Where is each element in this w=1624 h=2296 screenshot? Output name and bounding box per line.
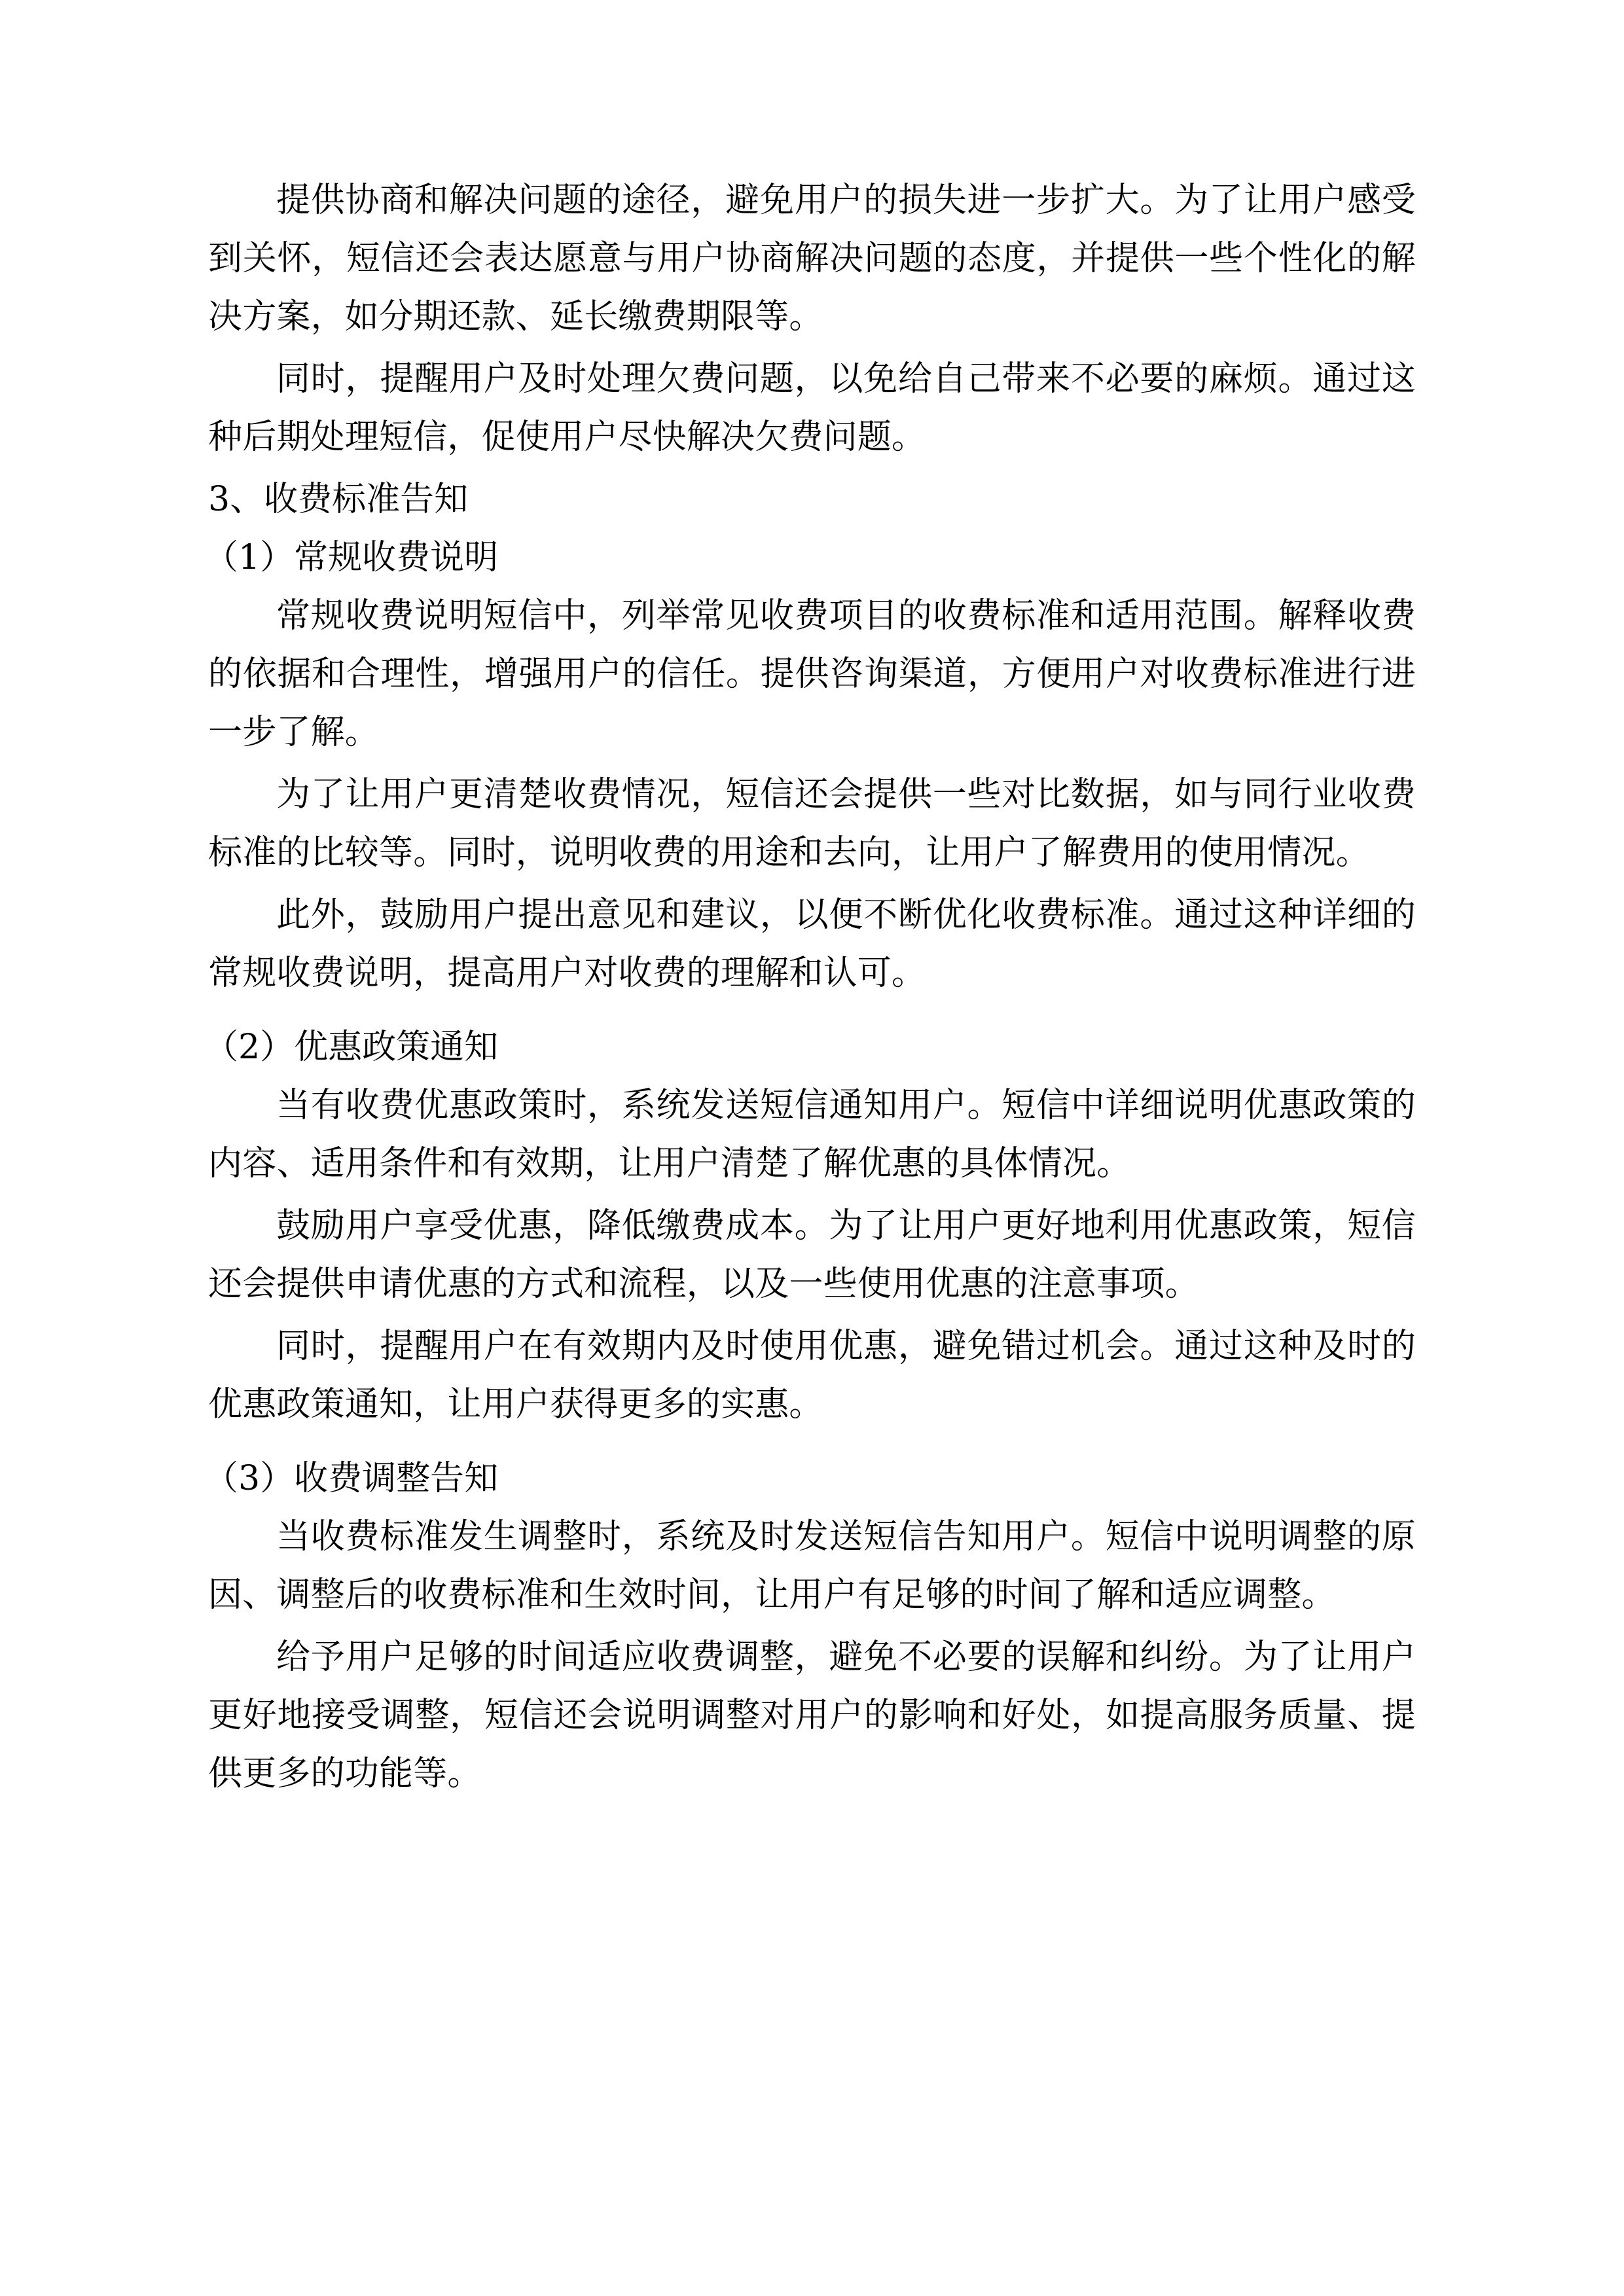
paragraph-remind-arrears: 同时，提醒用户及时处理欠费问题，以免给自己带来不必要的麻烦。通过这种后期处理短信，促使用户尽快解决欠费问题。	[208, 359, 1416, 457]
document-body	[204, 171, 1416, 1803]
heading-3-charging-standard-notice: 3、收费标准告知	[208, 480, 469, 519]
paragraph-negotiation-channel: 提供协商和解决问题的途径，避免用户的损失进一步扩大。为了让用户感受到关怀，短信还会表达愿意与用户协商解决问题的态度，并提供一些个性化的解决方案，如分期还款、延长缴费期限等。	[208, 181, 1416, 336]
paragraph-adaptation-time-and-benefits: 给予用户足够的时间适应收费调整，避免不必要的误解和纠纷。为了让用户更好地接受调整，短信还会说明调整对用户的影响和好处，如提高服务质量、提供更多的功能等。	[208, 1638, 1416, 1793]
paragraph-remind-use-discount-in-time: 同时，提醒用户在有效期内及时使用优惠，避免错过机会。通过这种及时的优惠政策通知，让用户获得更多的实惠。	[208, 1327, 1416, 1424]
paragraph-regular-charge-sms-content: 常规收费说明短信中，列举常见收费项目的收费标准和适用范围。解释收费的依据和合理性，增强用户的信任。提供咨询渠道，方便用户对收费标准进行进一步了解。	[208, 596, 1416, 752]
paragraph-comparison-data: 为了让用户更清楚收费情况，短信还会提供一些对比数据，如与同行业收费标准的比较等。同时，说明收费的用途和去向，让用户了解费用的使用情况。	[208, 775, 1416, 872]
section-spacer	[208, 1434, 1416, 1450]
subheading-3-charge-adjustment-notice: （3）收费调整告知	[204, 1459, 499, 1498]
subheading-1-regular-charge-explanation: （1）常规收费说明	[204, 538, 499, 577]
paragraph-encourage-feedback: 此外，鼓励用户提出意见和建议，以便不断优化收费标准。通过这种详细的常规收费说明，提高用户对收费的理解和认可。	[208, 895, 1416, 993]
paragraph-encourage-enjoy-discount: 鼓励用户享受优惠，降低缴费成本。为了让用户更好地利用优惠政策，短信还会提供申请优惠的方式和流程，以及一些使用优惠的注意事项。	[208, 1206, 1416, 1304]
paragraph-adjustment-reason-and-effective-time: 当收费标准发生调整时，系统及时发送短信告知用户。短信中说明调整的原因、调整后的收费标准和生效时间，让用户有足够的时间了解和适应调整。	[208, 1517, 1416, 1615]
paragraph-preferential-policy-details: 当有收费优惠政策时，系统发送短信通知用户。短信中详细说明优惠政策的内容、适用条件和有效期，让用户清楚了解优惠的具体情况。	[208, 1086, 1416, 1183]
section-spacer	[208, 1003, 1416, 1018]
subheading-2-preferential-policy-notice: （2）优惠政策通知	[204, 1028, 499, 1067]
